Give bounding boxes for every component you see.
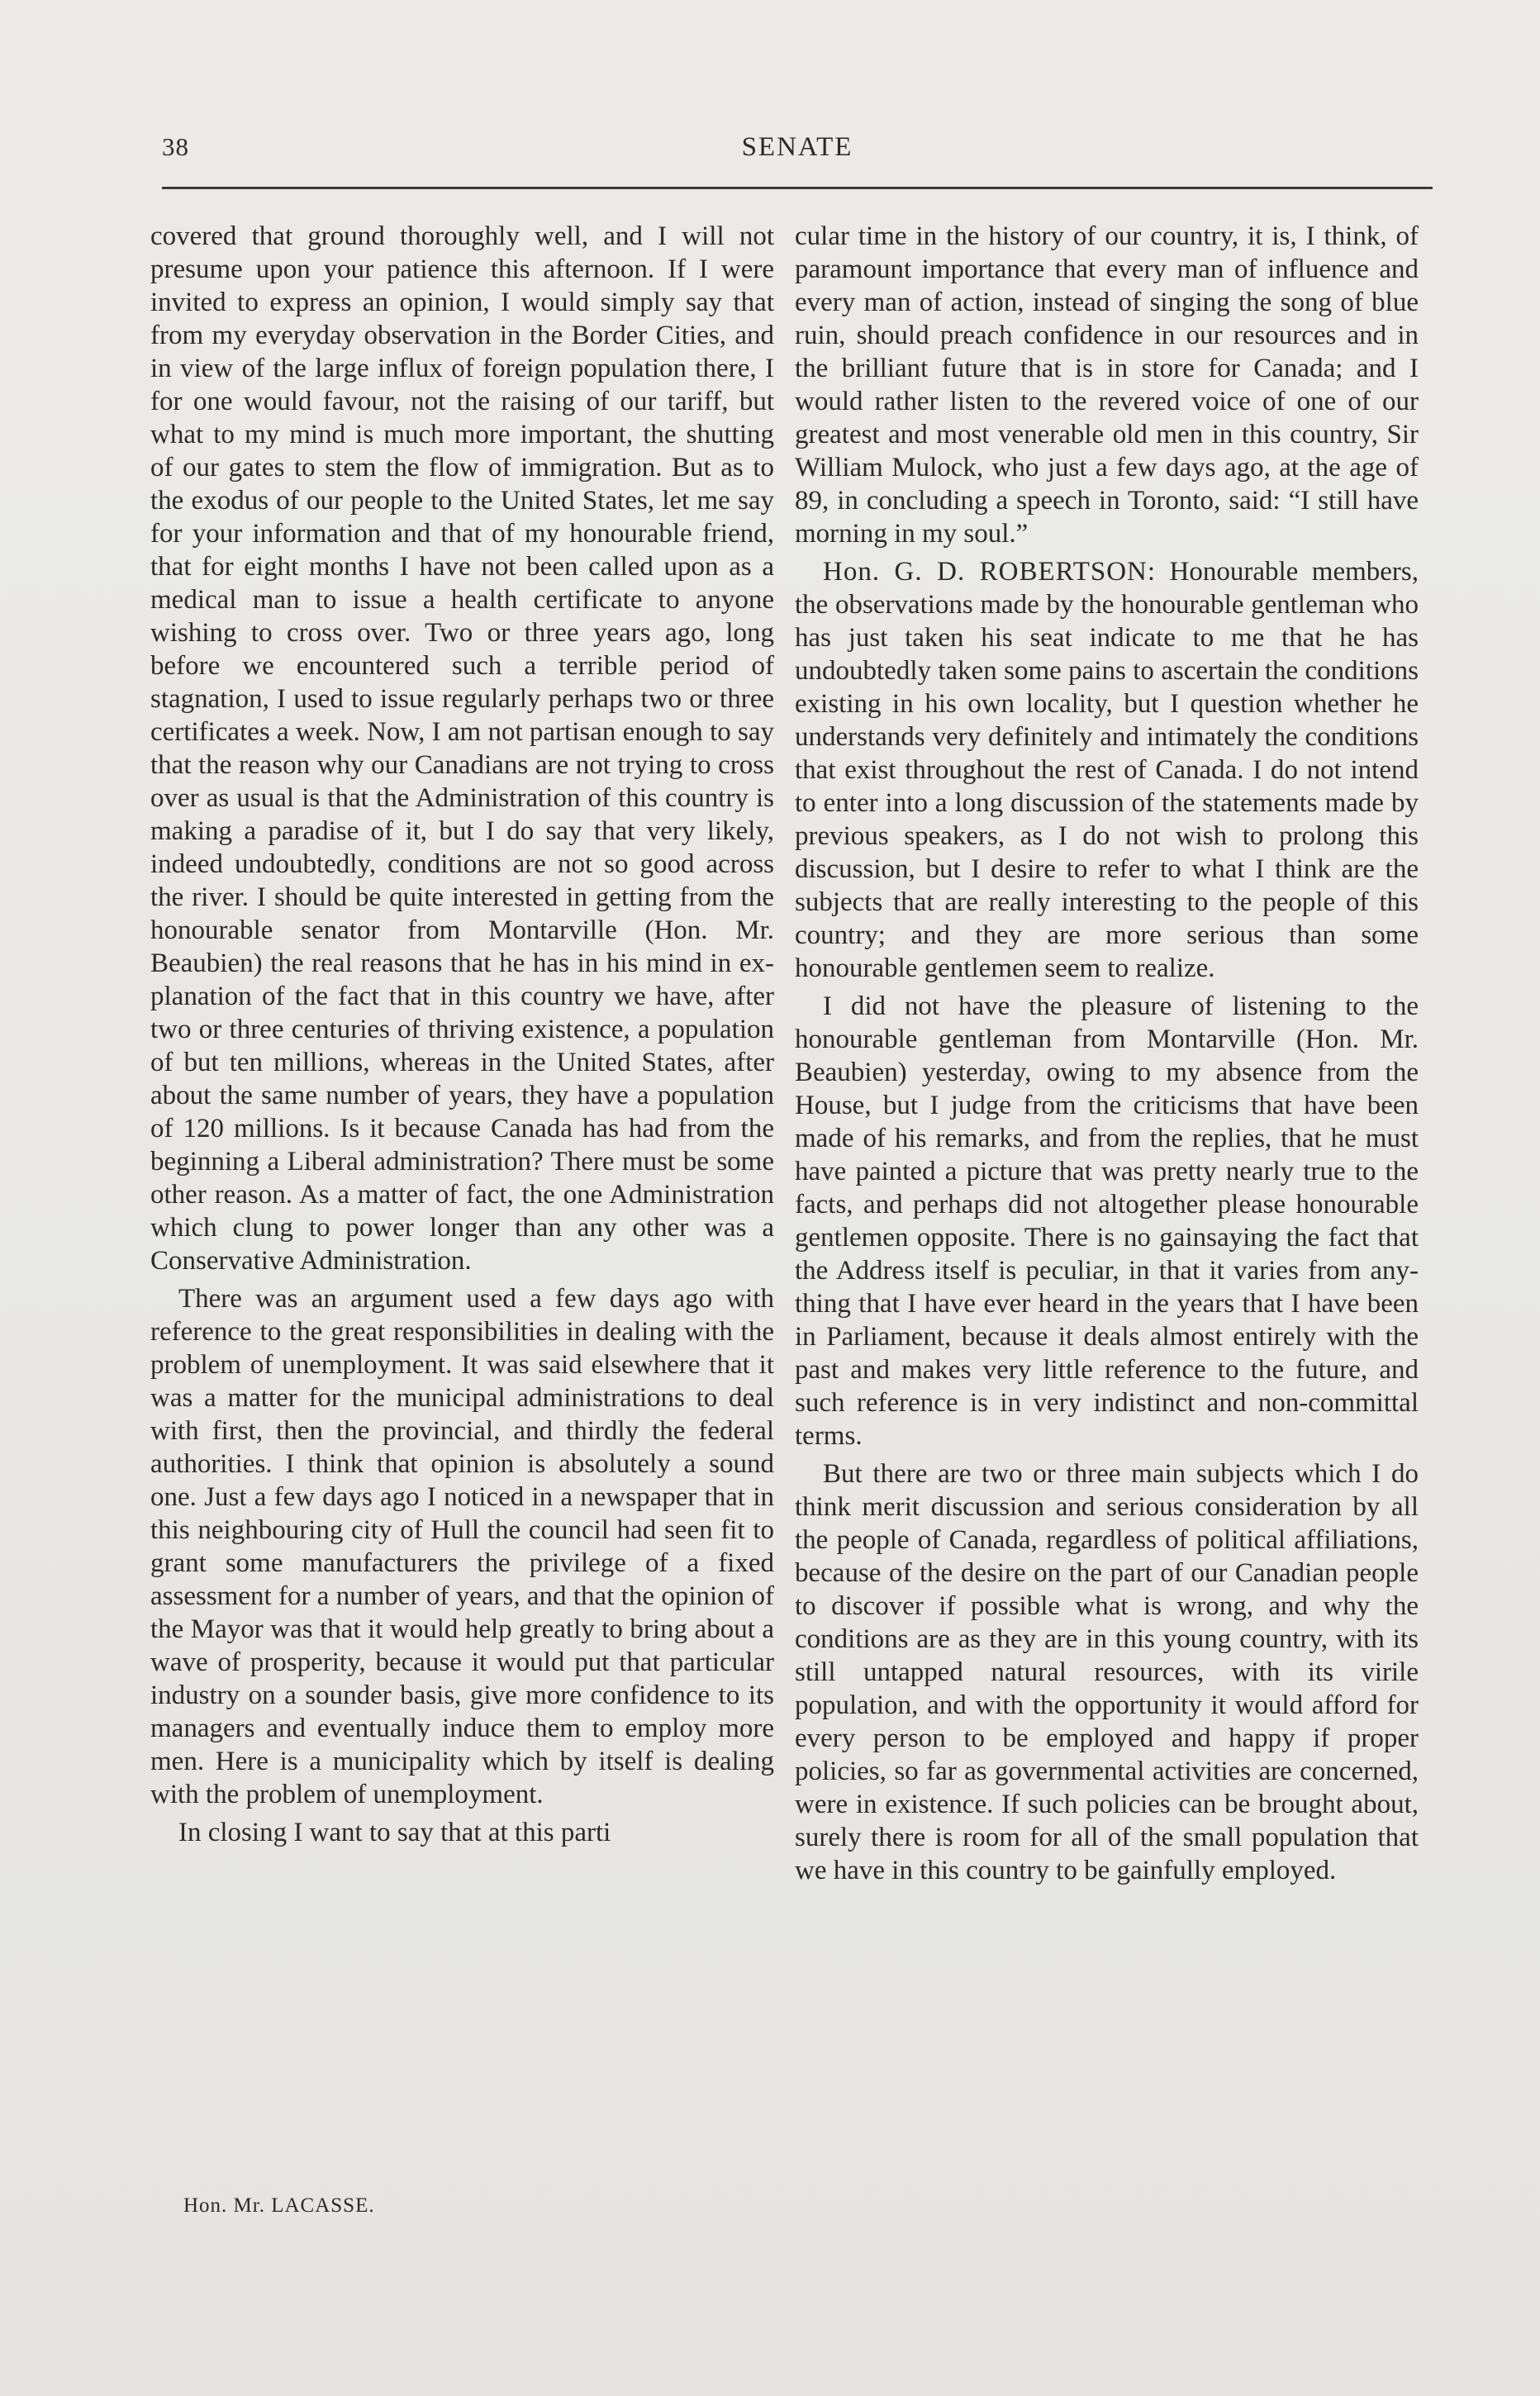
page-header bbox=[162, 124, 1433, 174]
paragraph-main-subjects: But there are two or three main subjects which I do think merit discussion and serious consideration by all the people of Canada, regardless of political affiliations, because of the desire on the part of our Canadian people to discover if possible what is wrong, and why the conditions are as they are in this young country, with its still untapped natural resources, with its virile population, and with the opportunity it would afford for every person to be employed and happy if proper policies, so far as governmental activities are concerned, were in existence. If such policies can be brought about, surely there is room for all of the small population that we have in this country to be gainfully employed. bbox=[795, 1459, 1419, 1885]
header-rule bbox=[162, 187, 1433, 189]
paragraph-unemployment: There was an argument used a few days ago with reference to the great responsibilities in dealing with the problem of unemployment. It was said elsewhere that it was a matter for the municipal administrations to deal with first, then the provincial, and thirdly the federal authorities. I think that opinion is absolutely a sound one. Just a few days ago I noticed in a newspaper that in this neighbouring city of Hull the council had seen fit to grant some manufacturers the privilege of a fixed assessment for a number of years, and that the opinion of the Mayor was that it would help greatly to bring about a wave of prosperity, because it would put that particular industry on a sounder basis, give more confidence to its managers and eventually induce them to employ more men. Here is a municipality which by itself is dealing with the problem of unemployment. bbox=[150, 1284, 774, 1809]
left-column bbox=[150, 220, 774, 1849]
right-column bbox=[795, 220, 1419, 1887]
paragraph-continuation: cular time in the history of our country, it is, I think, of paramount importance that every man of influence and every man of action, instead of singing the song of blue ruin, should preach confidence in our resources and in the brilliant future that is in store for Canada; and I would rather listen to the revered voice of one of our greatest and most venerable old men in this country, Sir William Mulock, who just a few days ago, at the age of 89, in concluding a speech in Toronto, said: “I still have morning in my soul.” bbox=[795, 221, 1419, 549]
running-head: SENATE bbox=[741, 132, 853, 162]
page-number: 38 bbox=[162, 132, 189, 161]
paragraph-closing: In closing I want to say that at this parti bbox=[178, 1818, 611, 1847]
speaker-name: Hon. G. D. ROBERTSON: bbox=[823, 557, 1157, 587]
footer-speaker-name: Hon. Mr. LACASSE. bbox=[183, 2194, 375, 2217]
speaker-text: Honourable members, the observations made by the honourable gentleman who has just taken his seat indicate to me that he has undoubtedly taken some pains to ascertain the conditions existing in his own locality, but I question whether he understands very definitely and intimately the conditions that exist throughout the rest of Canada. I do not intend to enter into a long discussion of the statements made by previous speakers, as I do not wish to prolong this discussion, but I desire to refer to what I think are the subjects that are really interesting to the people of this country; and they are more serious than some honourable gentlemen seem to realize. bbox=[795, 557, 1419, 983]
paragraph-robertson-speech bbox=[795, 555, 1419, 985]
paragraph-continued: covered that ground thoroughly well, and I will not presume upon your patience this afternoon. If I were invited to express an opinion, I would simply say that from my everyday observation in the Border Cities, and in view of the large influx of foreign population there, I for one would favour, not the raising of our tariff, but what to my mind is much more important, the shutting of our gates to stem the flow of immigration. But as to the exodus of our people to the United States, let me say for your information and that of my honourable friend, that for eight months I have not been called upon as a medical man to issue a health certificate to anyone wishing to cross over. Two or three years ago, long before we encountered such a terrible period of stagnation, I used to issue regularly perhaps two or three certificates a week. Now, I am not partisan enough to say that the reason why our Canadians are not trying to cross over as usual is that the Administration of this country is making a paradise of it, but I do say that very likely, indeed undoubtedly, conditions are not so good across the river. I should be quite interested in getting from the honourable senator from Montarville (Hon. Mr. Beaubien) the real reasons that he has in his mind in explanation of the fact that in this country we have, after two or three centuries of thriving existence, a population of but ten millions, whereas in the United States, after about the same number of years, they have a population of 120 millions. Is it because Canada has had from the beginning a Liberal administration? There must be some other reason. As a matter of fact, the one Administration which clung to power longer than any other was a Conservative Administration. bbox=[150, 221, 774, 1276]
paragraph-beaubien-remarks: I did not have the pleasure of listening to the honourable gentleman from Montarville (Hon. Mr. Beaubien) yesterday, owing to my absence from the House, but I judge from the criticisms that have been made of his remarks, and from the replies, that he must have painted a picture that was pretty nearly true to the facts, and perhaps did not altogether please honourable gentlemen opposite. There is no gainsaying the fact that the Address itself is peculiar, in that it varies from anything that I have ever heard in the years that I have been in Parliament, because it deals almost entirely with the past and makes very little reference to the future, and such reference is in very indistinct and non-committal terms. bbox=[795, 991, 1419, 1451]
